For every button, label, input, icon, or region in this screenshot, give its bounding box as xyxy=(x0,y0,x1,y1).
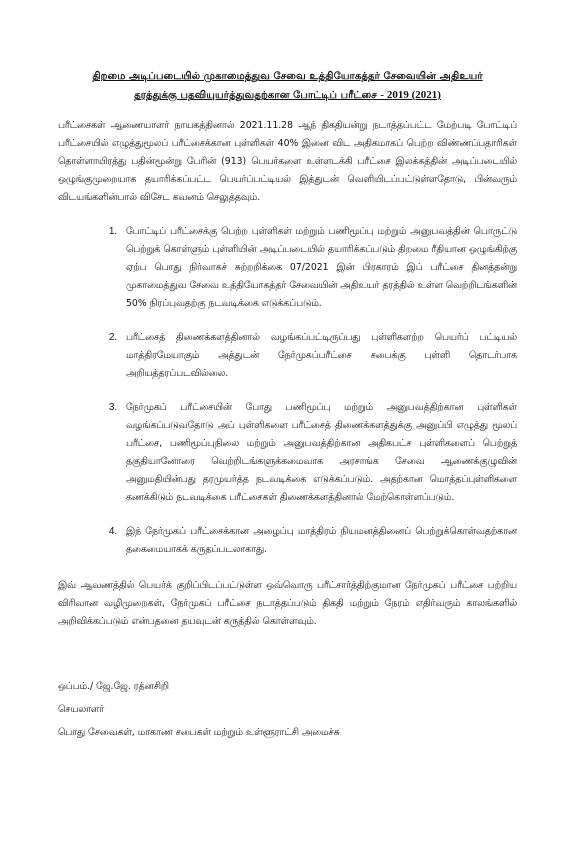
title-line-1: திறமை அடிப்படையில் முகாமைத்துவ சேவை உத்தியோகத்தர் சேவையின் அதிஉயர் xyxy=(92,71,483,82)
point-item-3: 3. நேர்முகப் பரீட்சையின் போது பணிமூப்பு மற்றும் அனுபவத்திற்கான புள்ளிகள் வழங்கப்படுவதோடு அப் புள்ளிகளை பரீட்சைத் திணைக்களத்துக்கு அனுப்பி எழுத்து மூலப் பரீட்சை, பணிமூப்புநிலை மற்றும் அனுபவத்திற்கான அதிகபட்ச புள்ளிகளைப் பெற்றுத் தகுதியானோரை வெற்றிடங்களுக்கமைவாக அரசாங்க சேவை ஆணைக்குழுவின் அனுமதியின்பது தரமுயர்த்த நடவடிக்கை எடுக்கப்படும். அதற்கான மொத்தப்புள்ளிகளை கணக்கிடும் நடவடிக்கை பரீட்சைகள் திணைக்களத்தினால் மேற்கொள்ளப்படும். xyxy=(120,399,517,507)
title-line-2-text: தரத்துக்கு பதவியுயர்த்துவதற்கான போட்டிப் பரீட்சை xyxy=(134,90,377,101)
intro-paragraph: பரீட்சைகள் ஆணையாளர் நாயகத்தினால் 2021.11.28 ஆந் திகதியன்று நடாத்தப்பட்ட மேற்படி போட்டிப் பரீட்சையில் எழுத்துமூலப் பரீட்சைக்கான புள்ளிகள் 40% இனை விட அதிகமாகப் பெற்ற விண்ணப்பதாரிகள் தொள்ளாயிரத்து பதின்மூன்று பேரின் (913) பெயர்களை உள்ளடக்கி பரீட்சை இலக்கத்தின் அடிப்படையில் ஒழுங்குமுறையாக தயாரிக்கப்பட்ட பெயர்ப்பட்டியல் இத்துடன் வெளியிடப்பட்டுள்ளதோடு, பின்வரும் விடயங்களின்பால் விசேட கவனம் செலுத்தவும். xyxy=(58,120,517,203)
signed-by: ஒப்பம்./ ஜே.ஜே. ரத்னசிறி xyxy=(58,681,169,692)
designation: செயலாளர் xyxy=(58,704,105,715)
point-item-1: 1. போட்டிப் பரீட்சைக்கு பெற்ற புள்ளிகள் மற்றும் பணிமூப்பு மற்றும் அனுபவத்தின் பொருட்டு பெற்றுக் கொள்ளும் புள்ளியின் அடிப்படையில் தயாரிக்கப்படும் திறமை ரீதியான ஒழுங்கிற்கு ஏற்ப பொது நிர்வாகச் சுற்றறிக்கை 07/2021 இன் பிரகாரம் இப் பரீட்சை தினத்தன்று முகாமைத்துவ சேவை உத்தியோகத்தர் சேவையின் அதிஉயர் தரத்தில் உள்ள வெற்றிடங்களின் 50% நிரப்புவதற்கு நடவடிக்கை எடுக்கப்படும். xyxy=(120,223,517,313)
ministry-name: பொது சேவைகள், மாகாண சபைகள் மற்றும் உள்ளூராட்சி அமைச்சு xyxy=(58,727,340,738)
signature-block xyxy=(58,675,517,744)
point-item-4: 4. இந் நேர்முகப் பரீட்சைக்கான அழைப்பு மாத்திரம் நியமனத்தினைப் பெற்றுக்கொள்வதற்கான தகைமையாகக் கருதப்படலாகாது. xyxy=(120,523,517,559)
point-item-2: 2. பரீட்சைத் திணைக்களத்தினால் வழங்கப்பட்டிருப்பது புள்ளிகளற்ற பெயர்ப் பட்டியல் மாத்திரமேயாகும் அத்துடன் நேர்முகப்பரீட்சை சபைக்கு புள்ளி தொடர்பாக அறியத்தரப்படவில்லை. xyxy=(120,329,517,383)
document-title xyxy=(58,68,517,105)
points-list xyxy=(58,223,517,559)
title-line-2 xyxy=(58,86,517,105)
title-year: - 2019 (2021) xyxy=(380,89,441,101)
closing-paragraph: இவ் ஆவணத்தில் பெயர்க் குறிப்பிடப்பட்டுள்ள ஒவ்வொரு பரீட்சார்த்திற்குமான நேர்முகப் பரீட்சை பற்றிய விரிவான வழிமுறைகள், நேர்முகப் பரீட்சை நடாத்தப்படும் திகதி மற்றும் நேரம் எதிர்வரும் காலங்களில் அறிவிக்கப்படும் என்பதனை தயவுடன் கருத்தில் கொள்ளவும். xyxy=(58,580,517,627)
